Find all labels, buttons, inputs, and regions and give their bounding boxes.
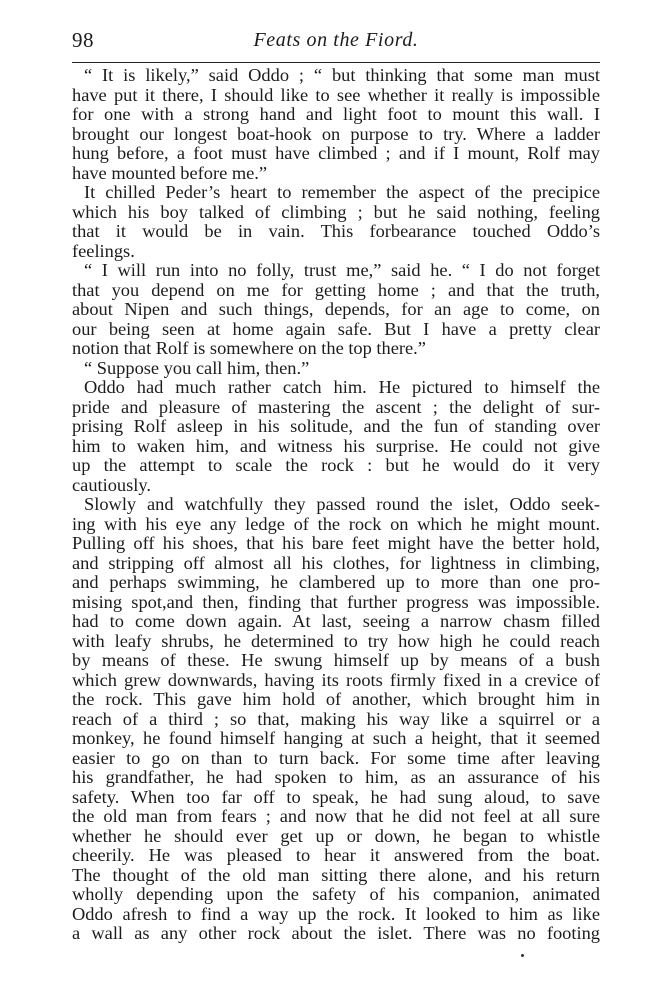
- text-line: brought our longest boat-hook on purpose to try. Where a ladder: [72, 124, 600, 144]
- text-line: “ Suppose you call him, then.”: [84, 358, 310, 378]
- text-line: a wall as any other rock about the islet. There was no footing: [72, 924, 600, 943]
- text-line: Pulling off his shoes, that his bare feet might have the better hold,: [72, 534, 600, 553]
- text-line: feelings.: [72, 241, 135, 261]
- text-line: about Nipen and such things, depends, for an age to come, on: [72, 300, 600, 319]
- header-rule: [72, 62, 600, 63]
- text-line: “ I will run into no folly, trust me,” said he. “ I do not forget: [84, 261, 600, 280]
- text-line: his grandfather, he had spoken to him, as an assurance of his: [72, 768, 600, 787]
- running-title: Feats on the Fiord.: [253, 29, 419, 51]
- text-line: him to waken him, and witness his surprise. He could not give: [72, 436, 600, 456]
- page-header: [72, 28, 600, 56]
- text-line: monkey, he found himself hanging at such a height, that it seemed: [72, 729, 600, 748]
- text-line: reach of a third ; so that, making his way like a squirrel or a: [72, 709, 600, 729]
- text-line: ing with his eye any ledge of the rock on which he might mount.: [72, 514, 600, 534]
- ink-speck: [521, 954, 524, 957]
- text-line: had to come down again. At last, seeing a narrow chasm filled: [72, 612, 600, 631]
- text-line: safety. When too far off to speak, he had sung aloud, to save: [72, 787, 600, 807]
- text-line: the old man from fears ; and now that he did not feel at all sure: [72, 807, 600, 826]
- text-line: pride and pleasure of mastering the ascent ; the delight of sur-: [72, 397, 600, 417]
- text-line: for one with a strong hand and light foot to mount this wall. I: [72, 105, 600, 124]
- text-line: up the attempt to scale the rock : but he would do it very: [72, 456, 600, 475]
- text-line: cheerily. He was pleased to hear it answered from the boat.: [72, 846, 600, 865]
- text-line: by means of these. He swung himself up by means of a bush: [72, 651, 600, 670]
- text-line: notion that Rolf is somewhere on the top there.”: [72, 339, 426, 358]
- text-line: Oddo had much rather catch him. He pictured to himself the: [84, 378, 600, 397]
- text-line: “ It is likely,” said Oddo ; “ but thinking that some man must: [84, 66, 600, 85]
- text-line: easier to go on than to turn back. For some time after leaving: [72, 748, 600, 768]
- text-line: have mounted before me.”: [72, 163, 268, 183]
- text-line: It chilled Peder’s heart to remember the aspect of the precipice: [84, 183, 600, 202]
- text-line: which grew downwards, having its roots firmly fixed in a crevice of: [72, 670, 600, 690]
- page-number: 98: [72, 28, 94, 52]
- text-line: prising Rolf asleep in his solitude, and the fun of standing over: [72, 417, 600, 436]
- text-line: whether he should ever get up or down, he began to whistle: [72, 826, 600, 846]
- text-line: and stripping off almost all his clothes, for lightness in climbing,: [72, 553, 600, 573]
- text-line: Oddo afresh to find a way up the rock. It looked to him as like: [72, 904, 600, 924]
- text-line: hung before, a foot must have climbed ; and if I mount, Rolf may: [72, 144, 600, 163]
- text-line: with leafy shrubs, he determined to try how high he could reach: [72, 631, 600, 651]
- text-line: which his boy talked of climbing ; but he said nothing, feeling: [72, 202, 600, 222]
- text-line: that it would be in vain. This forbearance touched Oddo’s: [72, 222, 600, 241]
- text-line: wholly depending upon the safety of his companion, animated: [72, 885, 600, 904]
- text-line: The thought of the old man sitting there alone, and his return: [72, 865, 600, 885]
- text-line: and perhaps swimming, he clambered up to more than one pro-: [72, 573, 600, 592]
- text-line: that you depend on me for getting home ; and that the truth,: [72, 280, 600, 300]
- text-line: Slowly and watchfully they passed round the islet, Oddo seek-: [84, 495, 600, 514]
- text-line: the rock. This gave him hold of another, which brought him in: [72, 690, 600, 709]
- text-line: mising spot,and then, finding that further progress was impossible.: [72, 592, 600, 612]
- text-line: have put it there, I should like to see whether it really is impossible: [72, 85, 600, 105]
- text-line: our being seen at home again safe. But I have a pretty clear: [72, 319, 600, 339]
- body-text: [72, 66, 600, 944]
- text-line: cautiously.: [72, 475, 151, 495]
